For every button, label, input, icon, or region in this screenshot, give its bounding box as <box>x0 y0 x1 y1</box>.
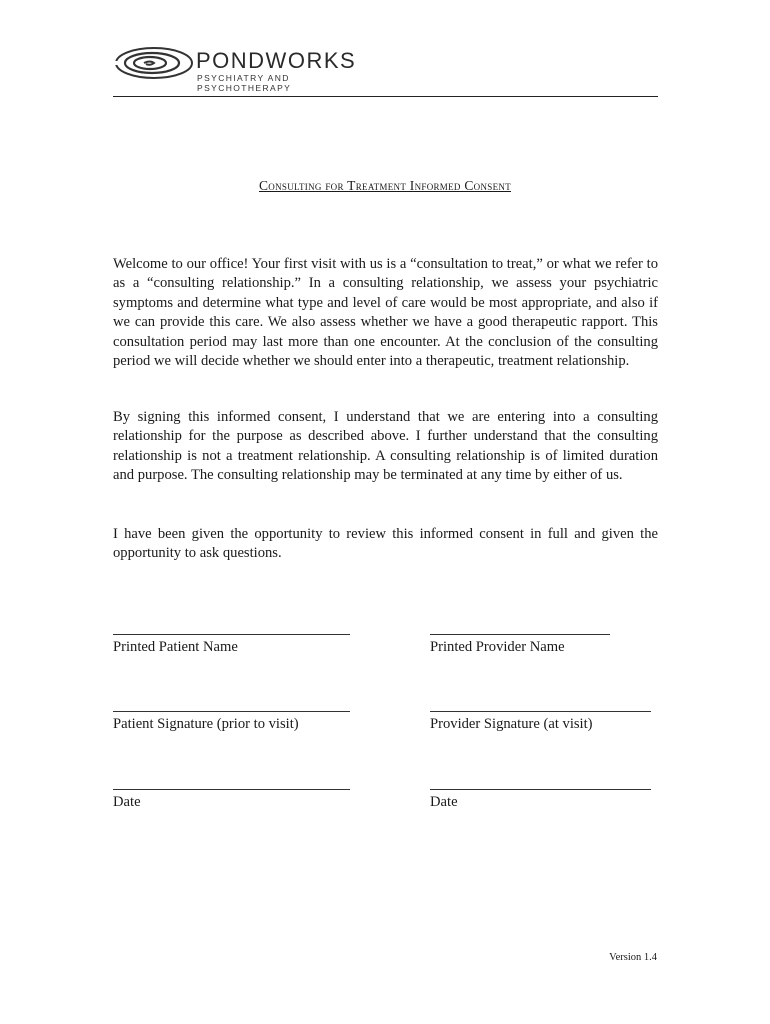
provider-name-label: Printed Provider Name <box>430 639 565 655</box>
provider-signature-field[interactable] <box>430 711 651 733</box>
provider-date-label: Date <box>430 794 458 810</box>
spiral-logo-icon <box>114 46 194 80</box>
company-logo <box>114 44 374 93</box>
signature-line <box>113 789 350 790</box>
version-label: Version 1.4 <box>609 952 657 963</box>
provider-name-field[interactable] <box>430 634 610 656</box>
patient-date-field[interactable] <box>113 789 350 811</box>
patient-date-label: Date <box>113 794 141 810</box>
paragraph-acknowledgement: I have been given the opportunity to review this informed consent in full and given the opportunity to ask questions. <box>113 526 658 562</box>
patient-name-label: Printed Patient Name <box>113 639 238 655</box>
patient-signature-field[interactable] <box>113 711 350 733</box>
document-title: Consulting for Treatment Informed Consent <box>259 178 511 193</box>
signature-line <box>113 711 350 712</box>
paragraph-welcome: Welcome to our office! Your first visit with us is a “consultation to treat,” or what we refer to as a “consulting relationship.” In a consulting relationship, we assess your psychiatric symptoms and determine what type and level of care would be most appropriate, and also if we can provide this care. We also assess whether we have a good therapeutic rapport. This consultation period may last more than one encounter. At the conclusion of the consulting period we will decide whether we should enter into a therapeutic, treatment relationship. <box>113 256 658 370</box>
provider-signature-label: Provider Signature (at visit) <box>430 716 593 732</box>
signature-line <box>430 711 651 712</box>
signature-line <box>430 789 651 790</box>
brand-tagline: PSYCHIATRY AND PSYCHOTHERAPY <box>197 73 292 93</box>
signature-line <box>430 634 610 635</box>
provider-date-field[interactable] <box>430 789 651 811</box>
header-divider <box>113 96 658 97</box>
paragraph-consent: By signing this informed consent, I understand that we are entering into a consulting relationship for the purpose as described above. I further understand that the consulting relationship is not a treatment relationship. A consulting relationship is of limited duration and purpose. The consulting relationship may be terminated at any time by either of us. <box>113 409 658 484</box>
brand-name: PONDWORKS <box>196 48 357 73</box>
patient-signature-label: Patient Signature (prior to visit) <box>113 716 299 732</box>
patient-name-field[interactable] <box>113 634 350 656</box>
signature-line <box>113 634 350 635</box>
